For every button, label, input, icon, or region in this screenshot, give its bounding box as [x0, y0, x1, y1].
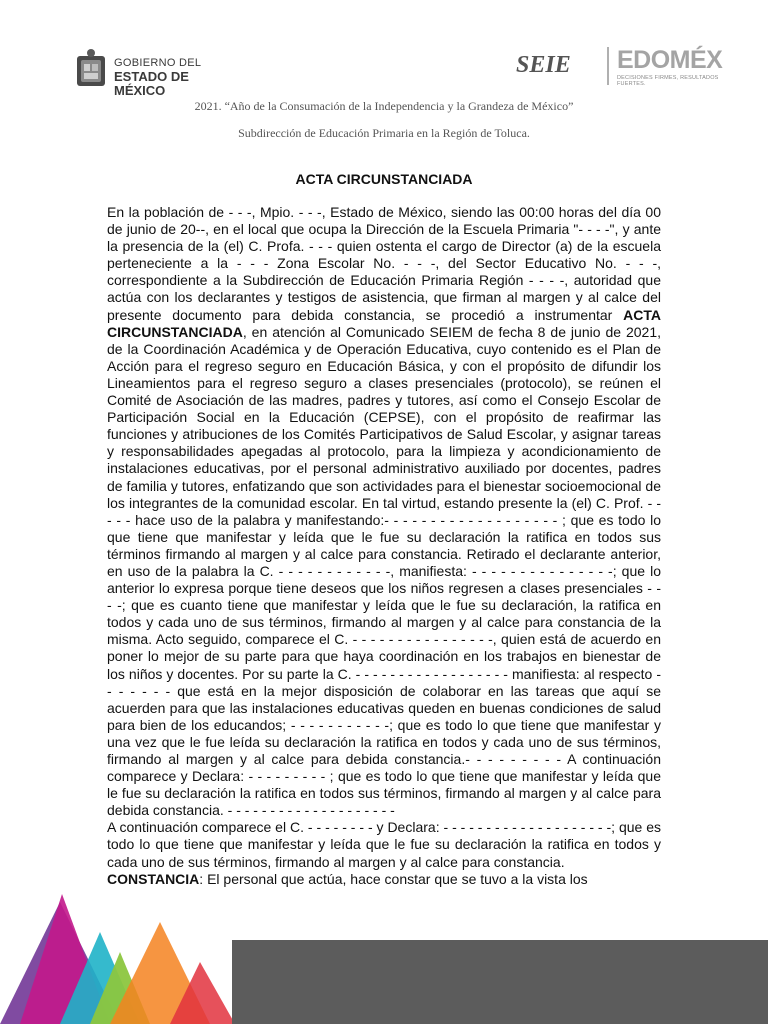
edomex-brand: EDOMÉX: [617, 46, 723, 74]
edomex-tagline: DECISIONES FIRMES, RESULTADOS FUERTES.: [617, 75, 719, 87]
acta-circunstanciada-emphasis: ACTA CIRCUNSTANCIADA: [107, 306, 661, 340]
decorative-triangles: [0, 892, 240, 1024]
seie-logo: SEIE: [516, 52, 571, 78]
body-paragraph-3: [107, 871, 661, 888]
gov-logo-line2: ESTADO DE MÉXICO: [114, 69, 189, 98]
constancia-emphasis: CONSTANCIA: [107, 870, 200, 887]
body-paragraph-1: [107, 204, 661, 819]
government-logo: [74, 48, 234, 98]
body-paragraph-2: A continuación comparece el C. - - - - - - - - y Declara: - - - - - - - - - - - - - - - - - - - -; que es todo lo que tiene que manifestar y leída que le fue su declaración la ratifica en todos y cada uno de sus términos, firmando al margen y al calce para constancia.: [107, 819, 661, 870]
coat-of-arms-icon: [74, 48, 108, 90]
edomex-logo: [617, 46, 747, 86]
footer-bar: [232, 940, 768, 1024]
logo-divider: [607, 47, 609, 85]
year-motto: 2021. “Año de la Consumación de la Independencia y la Grandeza de México”: [194, 99, 574, 113]
document-title: ACTA CIRCUNSTANCIADA: [295, 171, 473, 187]
paragraph-1-text-a: En la población de - - -, Mpio. - - -, Estado de México, siendo las 00:00 horas del día 00 de junio de 20--, en el local que ocupa la Dirección de la Escuela Primaria "- - - -", y ante la presencia de la (el) C. Profa. - - - quien ostenta el cargo de Director (a) de la escuela perteneciente a la - - - Zona Escolar No. - - -, del Sector Educativo No. - - -, correspondiente a la Subdirección de Educación Primaria Región - - - -, autoridad que actúa con los declarantes y testigos de asistencia, que firman al margen y al calce del presente documento para debida constancia, se procedió a instrumentar: [107, 204, 661, 323]
subdirection-line: Subdirección de Educación Primaria en la Región de Toluca.: [238, 126, 530, 140]
paragraph-1-text-b: , en atención al Comunicado SEIEM de fecha 8 de junio de 2021, de la Coordinación Académica y de Operación Educativa, cuyo contenido es el Plan de Acción para el regreso seguro en Educación Básica, y con el propósito de difundir los Lineamientos para el regreso seguro a clases presenciales (protocolo), se reúnen el Comité de Asociación de las madres, padres y tutores, así como el Consejo Escolar de Participación Social en la Educación (CEPSE), con el propósito de reafirmar las funciones y atribuciones de los Comités Participativos de Salud Escolar, y asignar tareas y responsabilidades apegadas al protocolo, para la limpieza y acondicionamiento de instalaciones educativas, por el personal administrativo auxiliado por docentes, padres de familia y tutores, enfatizando que son actividades para el bienestar socioemocional de los integrantes de la comunidad escolar. En tal virtud, estando presente la (el) C. Prof. - - - - - hace uso de la palabra y manifestando:- - - - - - - - - - - - - - - - - - - ; que es todo lo que tiene que manifestar y leída que le fue su declaración la ratifica en todos sus términos firmando al margen y al calce para constancia. Retirado el declarante anterior, en uso de la palabra la C. - - - - - - - - - - - -, manifiesta: - - - - - - - - - - - - - - -; que lo anterior lo expresa porque tiene deseos que los niños regresen a clases presenciales - - - -; que es cuanto tiene que manifestar y leída que le fue su declaración, la ratifica en todos y cada uno de sus términos, firmando al margen y al calce para constancia de la misma. Acto seguido, comparece el C. - - - - - - - - - - - - - - - -, quien está de acuerdo en poner lo mejor de su parte para que haya coordinación en los trabajos en bienestar de los niños y docentes. Por su parte la C. - - - - - - - - - - - - - - - - - - manifiesta: al respecto - - - - - - - que está en la mejor disposición de colaborar en las tareas que aquí se acuerden para que las instalaciones educativas queden en buenas condiciones de salud para bien de los educandos; - - - - - - - - - - -; que es todo lo que tiene que manifestar y una vez que le fue leída su declaración la ratifica en todos y cada uno de sus términos, firmando al margen y al calce para debida constancia.- - - - - - - - - A continuación comparece y Declara: - - - - - - - - - ; que es todo lo que tiene que manifestar y leída que le fue su declaración la ratifica en todos sus términos, firmando al margen y al calce para debida constancia. - - - - - - - - - - - - - - - - - - - -: [107, 323, 661, 819]
paragraph-3-text: : El personal que actúa, hace constar que se tuvo a la vista los: [199, 870, 588, 887]
document-body: [107, 204, 661, 888]
gov-logo-line1: GOBIERNO DEL: [114, 57, 202, 69]
page-header: [0, 0, 768, 150]
